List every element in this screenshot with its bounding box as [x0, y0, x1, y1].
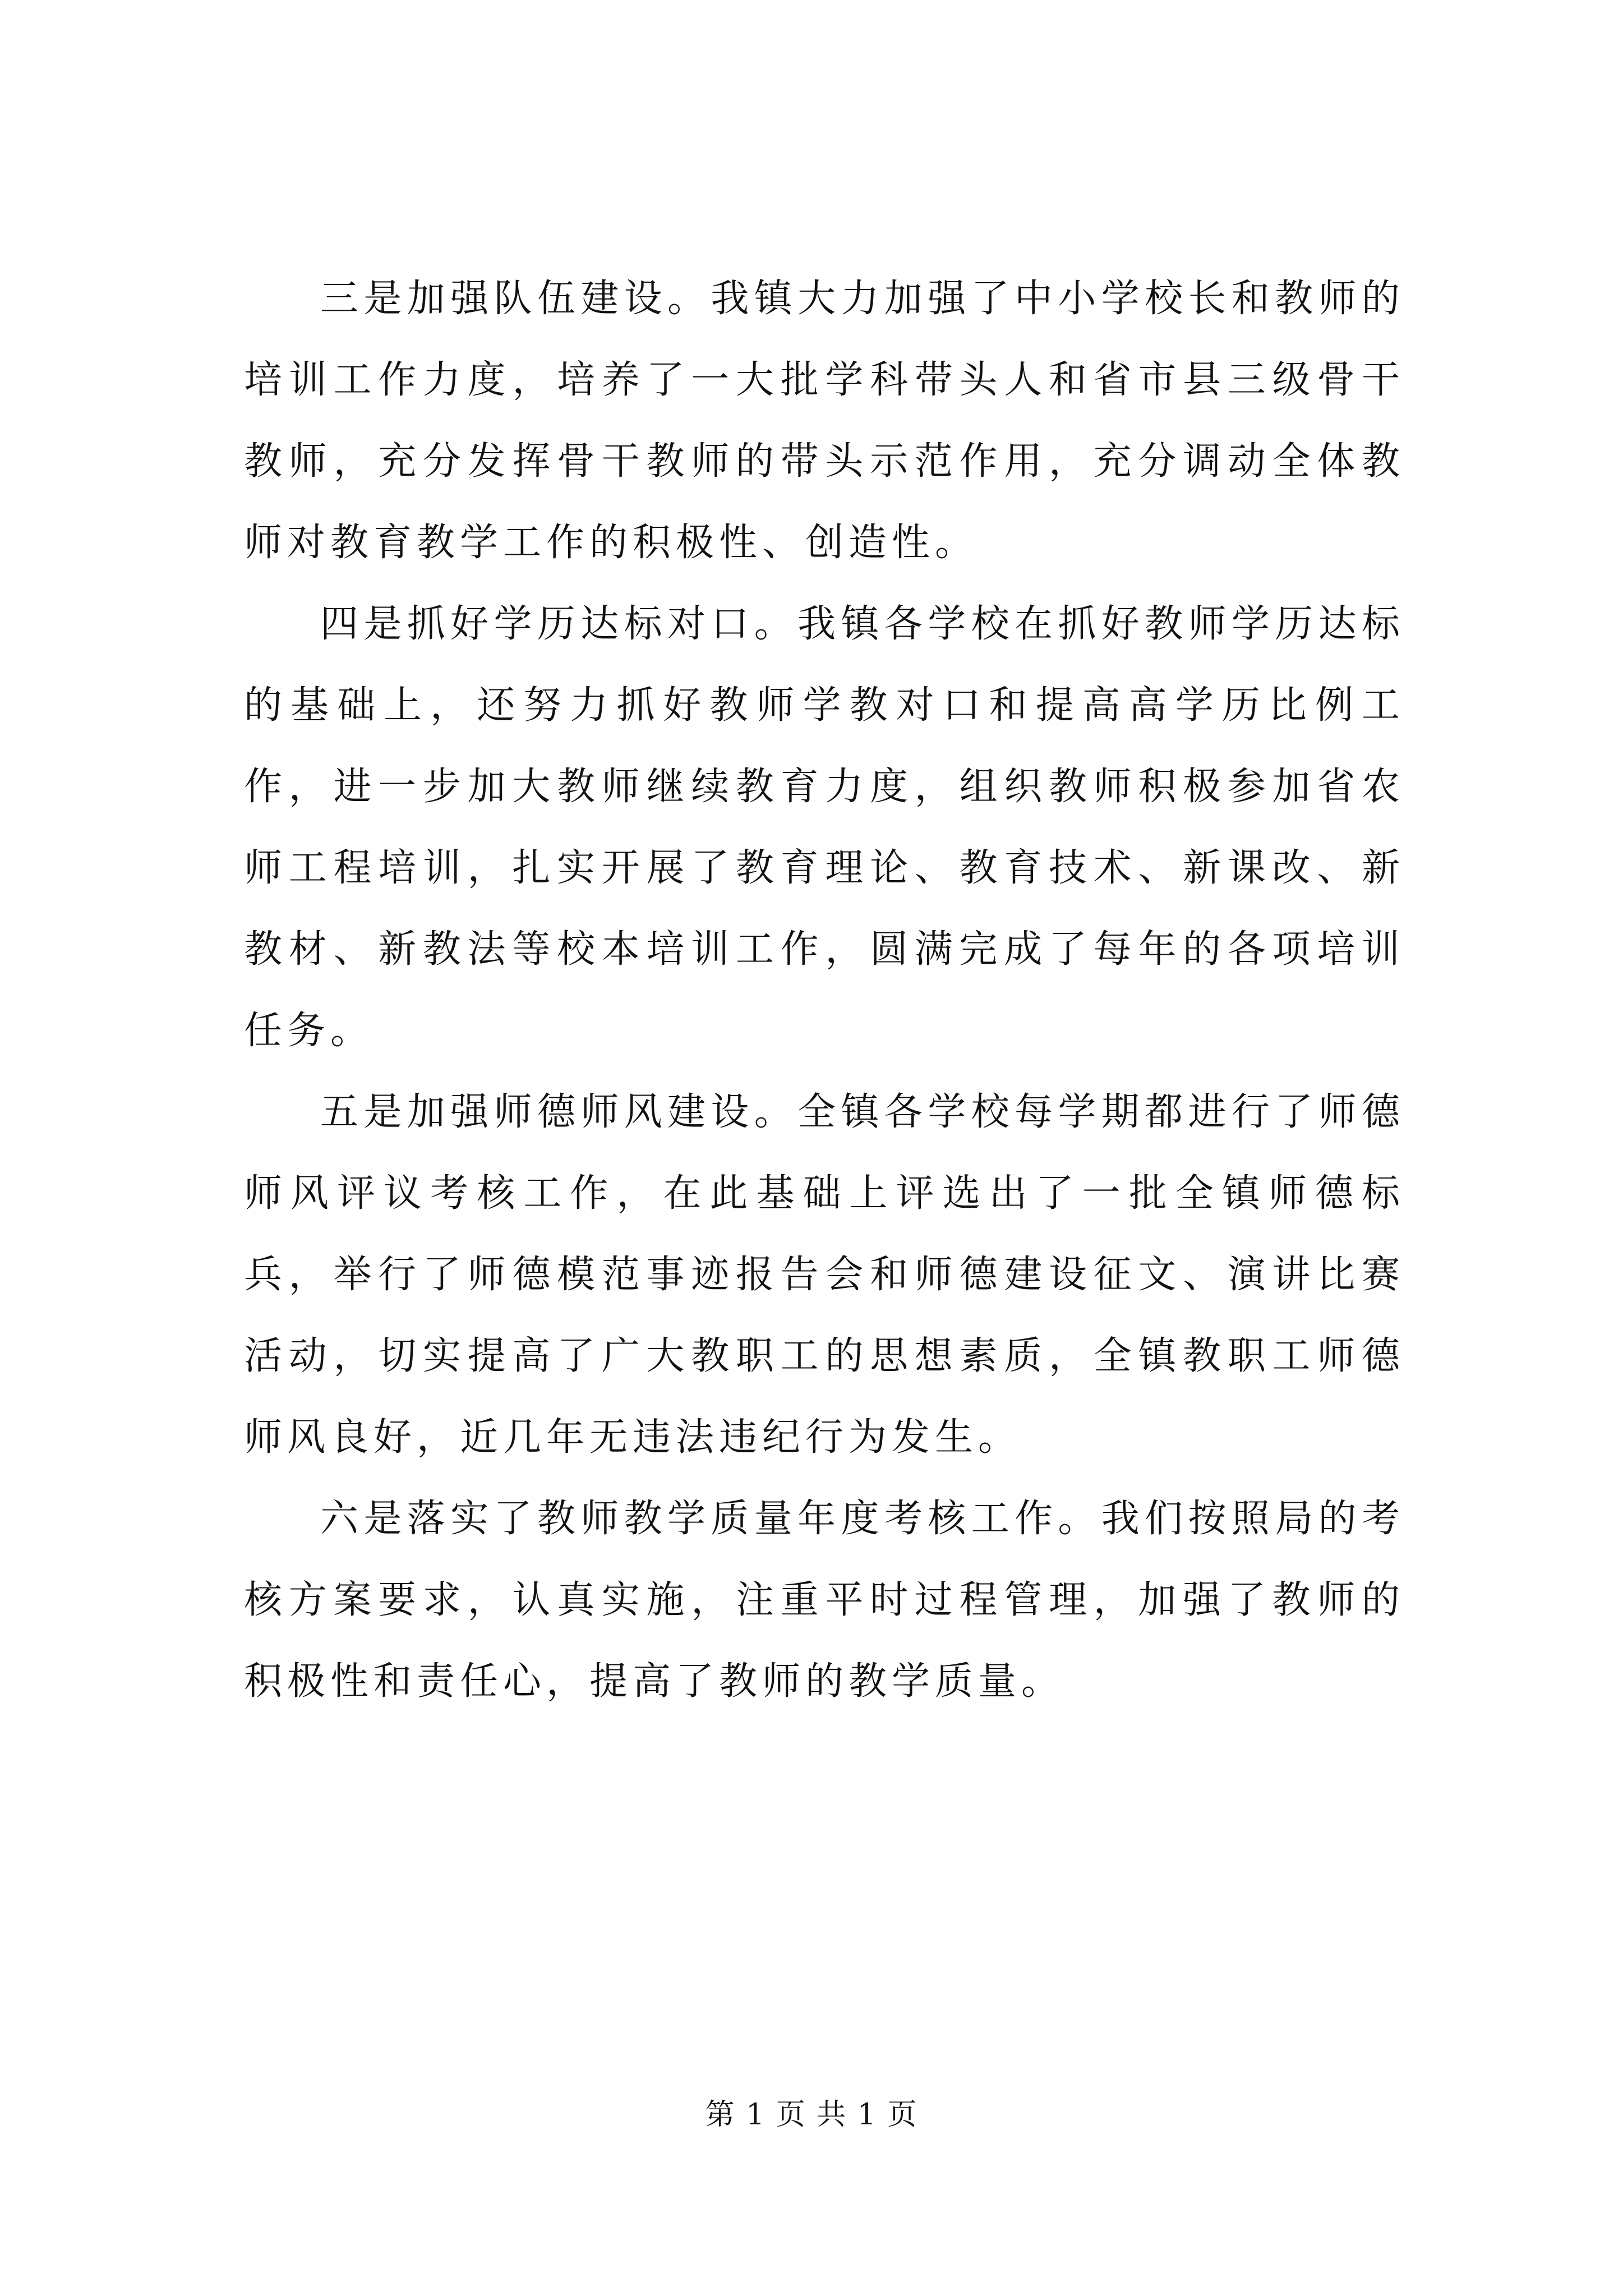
paragraph-team-building: 三是加强队伍建设。我镇大力加强了中小学校长和教师的培训工作力度，培养了一大批学科带头人和省市县三级骨干教师，充分发挥骨干教师的带头示范作用，充分调动全体教师对教育教学工作的积极性、创造性。	[244, 277, 1405, 565]
paragraph-quality-assessment: 六是落实了教师教学质量年度考核工作。我们按照局的考核方案要求，认真实施，注重平时过程管理，加强了教师的积极性和责任心，提高了教师的教学质量。	[244, 1497, 1405, 1704]
paragraph-teacher-ethics: 五是加强师德师风建设。全镇各学校每学期都进行了师德师风评议考核工作，在此基础上评选出了一批全镇师德标兵，举行了师德模范事迹报告会和师德建设征文、演讲比赛活动，切实提高了广大教职工的思想素质，全镇教职工师德师风良好，近几年无违法违纪行为发生。	[244, 1090, 1405, 1460]
paragraph-education-standards: 四是抓好学历达标对口。我镇各学校在抓好教师学历达标的基础上，还努力抓好教师学教对口和提高高学历比例工作，进一步加大教师继续教育力度，组织教师积极参加省农师工程培训，扎实开展了教育理论、教育技术、新课改、新教材、新教法等校本培训工作，圆满完成了每年的各项培训任务。	[244, 602, 1405, 1053]
page-footer: 第 1 页 共 1 页	[705, 2098, 918, 2132]
document-body	[244, 258, 1405, 1722]
